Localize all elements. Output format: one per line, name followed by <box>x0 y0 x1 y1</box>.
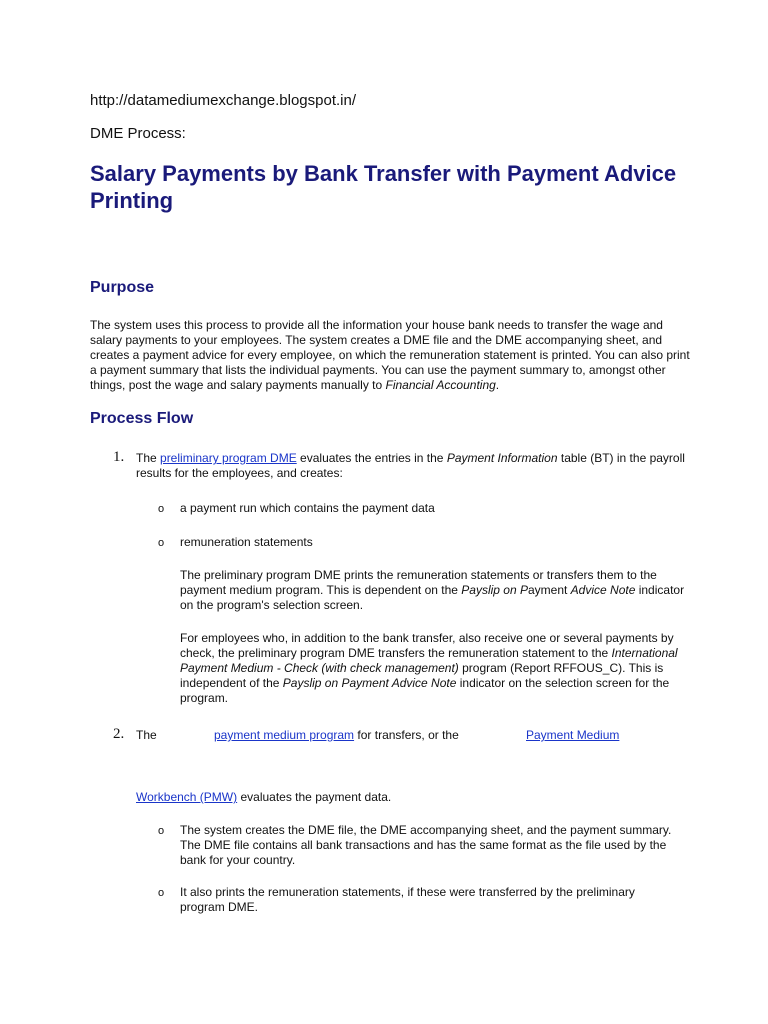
step-1-mid: evaluates the entries in the <box>296 451 447 465</box>
note-1-pre: The preliminary program DME prints the remuneration statements or transfers them to the payment medium program. This is dependent on the <box>180 568 657 597</box>
step-1-pre: The <box>136 451 161 465</box>
step-2-number: 2. <box>113 726 125 742</box>
step-1-post: table (BT) in the payroll results for the employees, and creates: <box>136 451 685 480</box>
purpose-end: . <box>495 378 500 392</box>
step-2-post: evaluates the payment data. <box>237 790 392 804</box>
bullet-marker: o <box>158 503 165 515</box>
step-1-number: 1. <box>113 449 125 465</box>
payment-medium-program-link[interactable]: payment medium program <box>214 728 355 742</box>
step-2-pre: The <box>136 728 157 742</box>
note-1-post: indicator on the program's selection screen. <box>180 583 685 612</box>
bullet-marker: o <box>158 537 165 549</box>
step-1-note-2 <box>180 631 685 706</box>
step-2-line <box>214 728 459 743</box>
step-1-text <box>136 451 696 481</box>
preliminary-program-dme-link[interactable]: preliminary program DME <box>160 451 297 465</box>
note-2-post: indicator on the selection screen for the program. <box>180 676 670 705</box>
process-flow-heading: Process Flow <box>90 410 194 427</box>
purpose-heading: Purpose <box>90 279 155 296</box>
bullet-marker: o <box>158 887 165 899</box>
page-title: Salary Payments by Bank Transfer with Payment Advice Printing <box>90 161 677 213</box>
purpose-text: The system uses this process to provide all the information your house bank needs to transfer the wage and salary payments to your employees. The system creates a DME file and the DME accompanying sheet, and creates a payment advice for every employee, on which the remuneration statement is printed. You can also print a payment summary that lists the individual payments. You can use the payment summary to, amongst other things, post the wage and salary payments manually to <box>90 318 690 392</box>
purpose-italic: Financial Accounting <box>385 378 496 392</box>
workbench-pmw-link[interactable]: Workbench (PMW) <box>136 790 238 804</box>
note-1-mid: ayment <box>527 583 571 597</box>
step-2-bullet-2: It also prints the remuneration statements, if these were transferred by the preliminary program DME. <box>180 885 635 914</box>
note-2-italic: International Payment Medium - Check (with check management) <box>180 646 678 675</box>
purpose-paragraph <box>90 318 690 393</box>
step-1-bullet-1: a payment run which contains the payment data <box>180 501 435 515</box>
payment-medium-link[interactable]: Payment Medium <box>526 728 620 742</box>
note-2-mid: program (Report RFFOUS_C). This is independent of the <box>180 661 664 690</box>
step-2-line-2 <box>136 790 391 805</box>
dme-process-label: DME Process: <box>90 125 186 142</box>
note-2-italic-2: Payslip on Payment Advice Note <box>282 676 457 690</box>
step-2-mid: for transfers, or the <box>354 728 459 742</box>
bullet-marker: o <box>158 825 165 837</box>
step-1-italic: Payment Information <box>446 451 558 465</box>
step-1-bullet-2: remuneration statements <box>180 535 313 549</box>
step-2-bullet-1: The system creates the DME file, the DME accompanying sheet, and the payment summary. The DME file contains all bank transactions and has the same format as the file used by the bank for your country. <box>180 823 672 867</box>
note-2-pre: For employees who, in addition to the bank transfer, also receive one or several payments by check, the preliminary program DME transfers the remuneration statement to the <box>180 631 674 660</box>
source-url: http://datamediumexchange.blogspot.in/ <box>90 92 357 109</box>
step-1-note-1 <box>180 568 685 613</box>
note-1-italic-2: Advice Note <box>570 583 636 597</box>
note-1-italic: Payslip on P <box>461 583 528 597</box>
